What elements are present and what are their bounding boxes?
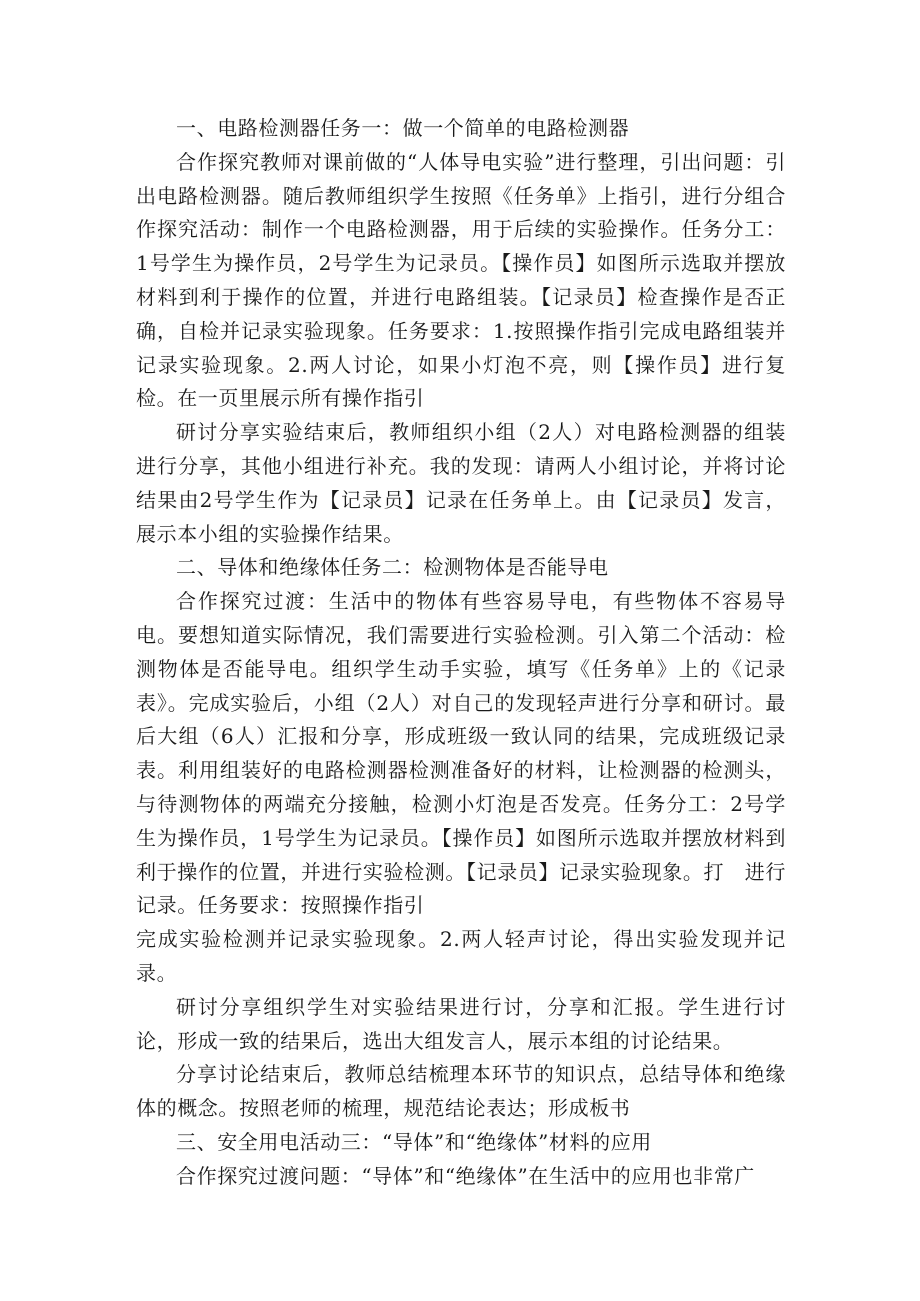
paragraph-discussion-1: 研讨分享实验结束后，教师组织小组（2人）对电路检测器的组装进行分享，其他小组进行补充。我的发现：请两人小组讨论，并将讨论结果由2号学生作为【记录员】记录在任务单上。由【记录员】发言，展示本小组的实验操作结果。	[136, 420, 786, 546]
paragraph-conductor-task: 合作探究过渡：生活中的物体有些容易导电，有些物体不容易导电。要想知道实际情况，我们需要进行实验检测。引入第二个活动：检测物体是否能导电。组织学生动手实验，填写《任务单》上的《记录表》。完成实验后，小组（2人）对自己的发现轻声进行分享和研讨。最后大组（6人）汇报和分享，形成班级一致认同的结果，完成班级记录表。利用组装好的电路检测器检测准备好的材料，让检测器的检测头，与待测物体的两端充分接触，检测小灯泡是否发亮。任务分工：2号学生为操作员，1号学生为记录员。【操作员】如图所示选取并摆放材料到利于操作的位置，并进行实验检测。【记录员】记录实验现象。打 进行记录。任务要求：按照操作指引	[136, 589, 786, 918]
heading-section-3: 三、安全用电活动三：“导体”和“绝缘体”材料的应用	[176, 1129, 652, 1154]
paragraph-application: 合作探究过渡问题：“导体”和“绝缘体”在生活中的应用也非常广	[176, 1163, 755, 1188]
paragraph-circuit-task: 合作探究教师对课前做的“人体导电实验”进行整理，引出问题：引出电路检测器。随后教师组织学生按照《任务单》上指引，进行分组合作探究活动：制作一个电路检测器，用于后续的实验操作。任务分工：1号学生为操作员，2号学生为记录员。【操作员】如图所示选取并摆放材料到利于操作的位置，并进行电路组装。【记录员】检查操作是否正确，自检并记录实验现象。任务要求：1.按照操作指引完成电路组装并记录实验现象。2.两人讨论，如果小灯泡不亮，则【操作员】进行复检。在一页里展示所有操作指引	[136, 149, 786, 411]
document-body	[136, 112, 786, 1194]
heading-section-2: 二、导体和绝缘体任务二：检测物体是否能导电	[176, 555, 609, 580]
heading-section-1: 一、电路检测器任务一：做一个简单的电路检测器	[176, 116, 630, 140]
paragraph-discussion-2: 研讨分享组织学生对实验结果进行讨，分享和汇报。学生进行讨论，形成一致的结果后，选出大组发言人，展示本组的讨论结果。	[136, 994, 786, 1053]
paragraph-summary: 分享讨论结束后，教师总结梳理本环节的知识点，总结导体和绝缘体的概念。按照老师的梳理，规范结论表达；形成板书	[136, 1062, 786, 1121]
paragraph-task-requirement: 完成实验检测并记录实验现象。2.两人轻声讨论，得出实验发现并记录。	[136, 927, 786, 985]
